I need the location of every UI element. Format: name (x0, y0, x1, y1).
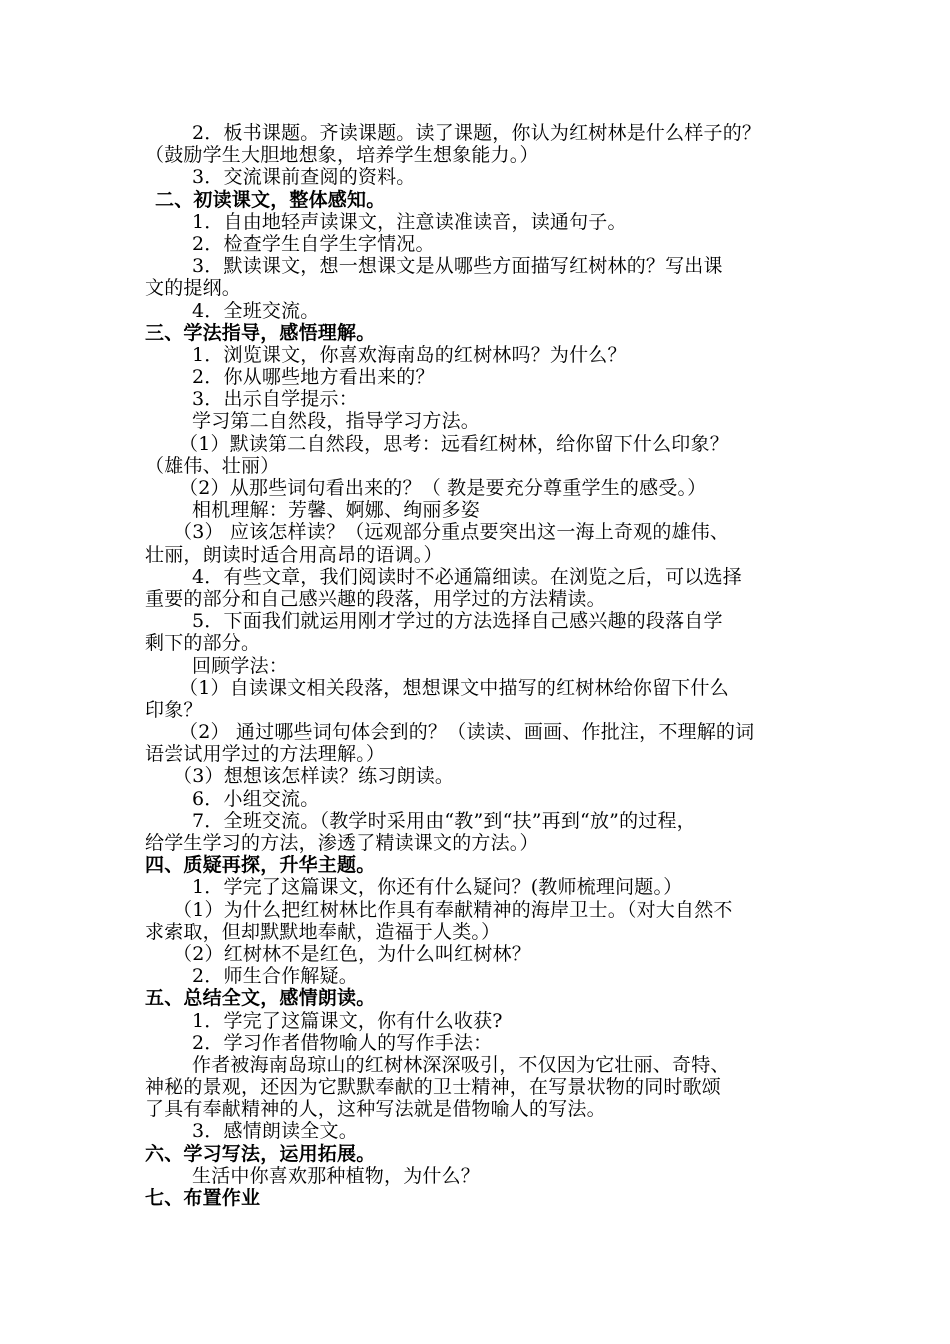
text-line: （2）从那些词句看出来的？（ 教是要充分尊重学生的感受。） (179, 477, 707, 499)
text-line: 求索取，但却默默地奉献，造福于人类。） (145, 920, 501, 943)
section-heading: 五、总结全文，感情朗读。 (145, 987, 376, 1010)
text-line: 相机理解：芳馨、婀娜、绚丽多姿 (192, 499, 481, 522)
text-line: （3） 应该怎样读？（远观部分重点要突出这一海上奇观的雄伟、 (173, 521, 730, 544)
text-line: （1）为什么把红树林比作具有奉献精神的海岸卫士。（对大自然不 (173, 898, 733, 921)
text-line: 3．默读课文，想一想课文是从哪些方面描写红树林的？写出课 (192, 255, 723, 278)
document-body (145, 122, 815, 1209)
text-line: 学习第二自然段，指导学习方法。 (192, 410, 481, 433)
text-line: 2．学习作者借物喻人的写作手法： (192, 1031, 493, 1054)
text-line: 2．你从哪些地方看出来的？ (192, 366, 435, 389)
text-line: 1．学完了这篇课文，你还有什么疑问？(教师梳理问题。） (192, 876, 683, 899)
text-line: 生活中你喜欢那种植物，为什么？ (192, 1164, 481, 1187)
text-line: 神秘的景观，还因为它默默奉献的卫士精神，在写景状物的同时歌颂 (145, 1076, 722, 1099)
text-line: 1．浏览课文，你喜欢海南岛的红树林吗？为什么？ (192, 343, 627, 366)
section-heading: 三、学法指导，感悟理解。 (145, 321, 376, 344)
text-line: （鼓励学生大胆地想象，培养学生想象能力。） (145, 144, 539, 167)
text-line: （雄伟、壮丽） (145, 454, 280, 477)
text-line: （1）自读课文相关段落，想想课文中描写的红树林给你留下什么 (179, 676, 729, 699)
text-line: 1．自由地轻声读课文，注意读准读音，读通句子。 (192, 210, 627, 233)
text-line: （1）默读第二自然段，思考：远看红树林，给你留下什么印象？ (179, 432, 729, 455)
section-heading: 四、质疑再探，升华主题。 (145, 854, 376, 877)
text-line: 回顾学法： (192, 654, 289, 677)
text-line: （2） 通过哪些词句体会到的？（读读、画画、作批注，不理解的词 (179, 721, 755, 744)
text-line: 7．全班交流。（教学时采用由“教”到“扶”再到“放”的过程， (192, 809, 696, 832)
text-line: （2）红树林不是红色，为什么叫红树林？ (173, 942, 531, 965)
text-line: 2．师生合作解疑。 (192, 965, 358, 988)
text-line: （3）想想该怎样读？练习朗读。 (173, 765, 455, 788)
text-line: 作者被海南岛琼山的红树林深深吸引，不仅因为它壮丽、奇特、 (192, 1053, 730, 1076)
text-line: 了具有奉献精神的人，这种写法就是借物喻人的写法。 (145, 1098, 606, 1121)
text-line: 1．学完了这篇课文，你有什么收获? (192, 1009, 503, 1032)
text-line: 4．全班交流。 (192, 299, 320, 322)
text-line: 5．下面我们就运用刚才学过的方法选择自己感兴趣的段落自学 (192, 610, 723, 633)
text-line: 3．交流课前查阅的资料。 (192, 166, 416, 189)
text-line: 3．出示自学提示： (192, 388, 358, 411)
section-heading: 六、学习写法，运用拓展。 (145, 1142, 376, 1165)
text-line: 2．检查学生自学生字情况。 (192, 232, 435, 255)
text-line: 壮丽，朗读时适合用高昂的语调。） (145, 543, 443, 566)
text-line: 4．有些文章，我们阅读时不必通篇细读。在浏览之后，可以选择 (192, 565, 742, 588)
text-line: 2．板书课题。齐读课题。读了课题，你认为红树林是什么样子的？ (192, 122, 762, 144)
section-heading: 二、初读课文，整体感知。 (155, 188, 386, 211)
text-line: 6．小组交流。 (192, 787, 320, 810)
text-line: 剩下的部分。 (145, 632, 261, 655)
text-line: 重要的部分和自己感兴趣的段落，用学过的方法精读。 (145, 587, 606, 610)
section-heading: 七、布置作业 (145, 1187, 261, 1209)
text-line: 语尝试用学过的方法理解。） (145, 743, 386, 766)
text-line: 印象？ (145, 698, 203, 721)
text-line: 3．感情朗读全文。 (192, 1120, 358, 1143)
text-line: 给学生学习的方法，渗透了精读课文的方法。） (145, 832, 539, 854)
text-line: 文的提纲。 (145, 277, 242, 300)
